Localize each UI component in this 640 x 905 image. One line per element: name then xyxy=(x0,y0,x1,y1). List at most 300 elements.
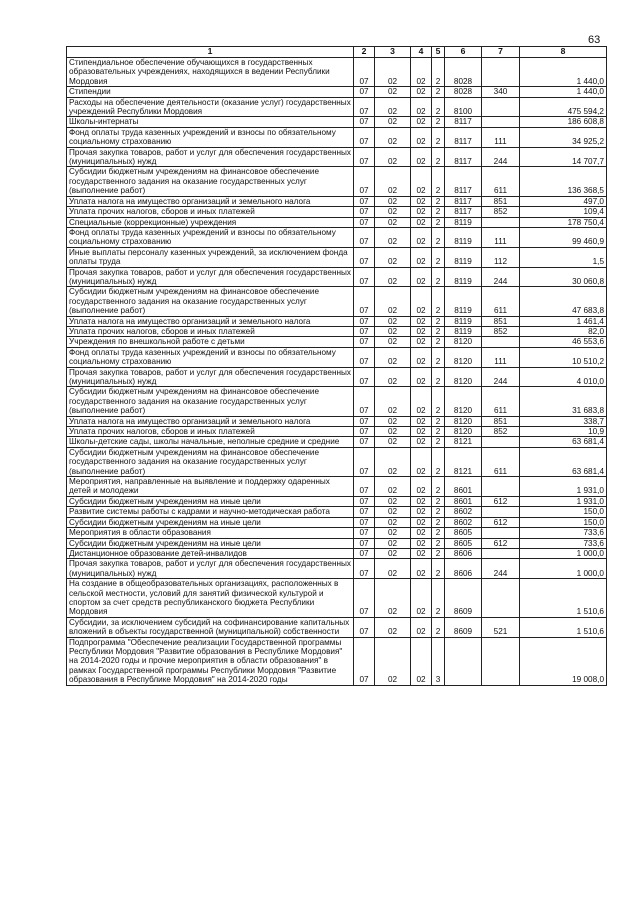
cell-expense-type: 612 xyxy=(482,517,520,527)
cell-section: 07 xyxy=(354,447,375,476)
cell-section: 07 xyxy=(354,97,375,117)
cell-target-article: 8117 xyxy=(445,207,482,217)
cell-amount: 1 510,6 xyxy=(520,617,607,637)
cell-target-article: 8121 xyxy=(445,437,482,447)
cell-subprogram: 2 xyxy=(432,326,445,336)
cell-subsection: 02 xyxy=(375,416,411,426)
cell-expense-type xyxy=(482,337,520,347)
cell-expense-type: 852 xyxy=(482,326,520,336)
cell-subsection: 02 xyxy=(375,58,411,87)
cell-program: 02 xyxy=(411,447,432,476)
cell-program: 02 xyxy=(411,117,432,127)
cell-amount: 31 683,8 xyxy=(520,387,607,416)
cell-program: 02 xyxy=(411,267,432,287)
cell-subprogram: 2 xyxy=(432,548,445,558)
table-row xyxy=(67,427,607,437)
cell-subprogram: 2 xyxy=(432,97,445,117)
cell-expense-type: 112 xyxy=(482,247,520,267)
table-row xyxy=(67,87,607,97)
cell-target-article: 8606 xyxy=(445,548,482,558)
cell-subprogram: 2 xyxy=(432,437,445,447)
cell-subprogram: 2 xyxy=(432,207,445,217)
row-description: Иные выплаты персоналу казенных учреждений, за исключением фонда оплаты труда xyxy=(67,247,354,267)
cell-expense-type: 612 xyxy=(482,538,520,548)
row-description: Мероприятия в области образования xyxy=(67,528,354,538)
cell-section: 07 xyxy=(354,196,375,206)
cell-expense-type xyxy=(482,528,520,538)
cell-program: 02 xyxy=(411,507,432,517)
cell-subsection: 02 xyxy=(375,387,411,416)
cell-subprogram: 2 xyxy=(432,117,445,127)
cell-subsection: 02 xyxy=(375,326,411,336)
cell-amount: 178 750,4 xyxy=(520,217,607,227)
table-row xyxy=(67,496,607,506)
cell-target-article: 8602 xyxy=(445,517,482,527)
cell-amount: 1 440,0 xyxy=(520,87,607,97)
cell-target-article: 8120 xyxy=(445,387,482,416)
cell-expense-type xyxy=(482,117,520,127)
cell-program: 02 xyxy=(411,196,432,206)
cell-section: 07 xyxy=(354,367,375,387)
cell-expense-type xyxy=(482,217,520,227)
cell-section: 07 xyxy=(354,117,375,127)
cell-section: 07 xyxy=(354,247,375,267)
cell-subprogram: 2 xyxy=(432,217,445,227)
cell-subprogram: 2 xyxy=(432,427,445,437)
cell-target-article: 8117 xyxy=(445,117,482,127)
row-description: Прочая закупка товаров, работ и услуг для обеспечения государственных (муниципальных) нужд xyxy=(67,367,354,387)
table-row xyxy=(67,167,607,196)
cell-subprogram: 2 xyxy=(432,227,445,247)
cell-amount: 14 707,7 xyxy=(520,147,607,167)
cell-target-article: 8119 xyxy=(445,316,482,326)
cell-amount: 1 461,4 xyxy=(520,316,607,326)
table-row xyxy=(67,58,607,87)
cell-subprogram: 2 xyxy=(432,167,445,196)
row-description: Субсидии бюджетным учреждениям на финансовое обеспечение государственного задания на оказание государственных услуг (выполнение работ) xyxy=(67,387,354,416)
cell-subsection: 02 xyxy=(375,207,411,217)
cell-program: 02 xyxy=(411,416,432,426)
cell-expense-type: 611 xyxy=(482,447,520,476)
cell-subprogram: 2 xyxy=(432,528,445,538)
column-header: 7 xyxy=(482,47,520,58)
cell-program: 02 xyxy=(411,247,432,267)
cell-subprogram: 2 xyxy=(432,247,445,267)
cell-subprogram: 2 xyxy=(432,127,445,147)
cell-target-article: 8119 xyxy=(445,247,482,267)
cell-section: 07 xyxy=(354,517,375,527)
cell-program: 02 xyxy=(411,559,432,579)
cell-target-article: 8119 xyxy=(445,326,482,336)
cell-amount: 109,4 xyxy=(520,207,607,217)
header-row xyxy=(67,47,607,58)
cell-target-article: 8602 xyxy=(445,507,482,517)
row-description: Прочая закупка товаров, работ и услуг для обеспечения государственных (муниципальных) нужд xyxy=(67,267,354,287)
cell-section: 07 xyxy=(354,287,375,316)
cell-section: 07 xyxy=(354,538,375,548)
column-header: 5 xyxy=(432,47,445,58)
cell-expense-type: 244 xyxy=(482,367,520,387)
cell-subsection: 02 xyxy=(375,637,411,685)
cell-amount: 136 368,5 xyxy=(520,167,607,196)
cell-subprogram: 2 xyxy=(432,267,445,287)
cell-section: 07 xyxy=(354,87,375,97)
cell-target-article xyxy=(445,637,482,685)
cell-subsection: 02 xyxy=(375,559,411,579)
cell-amount: 63 681,4 xyxy=(520,437,607,447)
cell-section: 07 xyxy=(354,416,375,426)
cell-target-article: 8120 xyxy=(445,427,482,437)
cell-subsection: 02 xyxy=(375,579,411,618)
cell-target-article: 8119 xyxy=(445,217,482,227)
cell-subprogram: 2 xyxy=(432,387,445,416)
cell-section: 07 xyxy=(354,387,375,416)
table-row xyxy=(67,267,607,287)
row-description: Уплата налога на имущество организаций и земельного налога xyxy=(67,416,354,426)
row-description: Субсидии, за исключением субсидий на софинансирование капитальных вложений в объекты государственной (муниципальной) собственности xyxy=(67,617,354,637)
cell-target-article: 8117 xyxy=(445,147,482,167)
table-row xyxy=(67,437,607,447)
cell-expense-type: 521 xyxy=(482,617,520,637)
cell-subsection: 02 xyxy=(375,287,411,316)
cell-program: 02 xyxy=(411,548,432,558)
table-row xyxy=(67,127,607,147)
row-description: Субсидии бюджетным учреждениям на иные цели xyxy=(67,538,354,548)
cell-amount: 30 060,8 xyxy=(520,267,607,287)
column-header: 3 xyxy=(375,47,411,58)
cell-subsection: 02 xyxy=(375,496,411,506)
cell-expense-type: 612 xyxy=(482,496,520,506)
table-row xyxy=(67,617,607,637)
column-header: 1 xyxy=(67,47,354,58)
cell-target-article: 8117 xyxy=(445,196,482,206)
cell-subsection: 02 xyxy=(375,538,411,548)
cell-amount: 4 010,0 xyxy=(520,367,607,387)
cell-amount: 10 510,2 xyxy=(520,347,607,367)
cell-amount: 475 594,2 xyxy=(520,97,607,117)
cell-subsection: 02 xyxy=(375,437,411,447)
cell-amount: 99 460,9 xyxy=(520,227,607,247)
table-row xyxy=(67,97,607,117)
row-description: Школы-детские сады, школы начальные, неполные средние и средние xyxy=(67,437,354,447)
row-description: Уплата налога на имущество организаций и земельного налога xyxy=(67,316,354,326)
cell-section: 07 xyxy=(354,207,375,217)
table-row xyxy=(67,579,607,618)
row-description: Специальные (коррекционные) учреждения xyxy=(67,217,354,227)
cell-program: 02 xyxy=(411,427,432,437)
cell-program: 02 xyxy=(411,287,432,316)
cell-target-article: 8605 xyxy=(445,538,482,548)
row-description: Субсидии бюджетным учреждениям на финансовое обеспечение государственного задания на оказание государственных услуг (выполнение работ) xyxy=(67,447,354,476)
cell-program: 02 xyxy=(411,437,432,447)
cell-program: 02 xyxy=(411,538,432,548)
cell-expense-type xyxy=(482,97,520,117)
row-description: Стипендиальное обеспечение обучающихся в государственных образовательных учреждениях, находящихся в ведении Республики Мордовия xyxy=(67,58,354,87)
cell-expense-type: 851 xyxy=(482,196,520,206)
table-row xyxy=(67,326,607,336)
table-row xyxy=(67,517,607,527)
cell-subsection: 02 xyxy=(375,97,411,117)
cell-target-article: 8117 xyxy=(445,167,482,196)
column-header: 8 xyxy=(520,47,607,58)
table-row xyxy=(67,207,607,217)
cell-program: 02 xyxy=(411,496,432,506)
cell-subsection: 02 xyxy=(375,367,411,387)
table-body xyxy=(67,58,607,686)
cell-program: 02 xyxy=(411,337,432,347)
row-description: Субсидии бюджетным учреждениям на финансовое обеспечение государственного задания на оказание государственных услуг (выполнение работ) xyxy=(67,167,354,196)
cell-expense-type: 611 xyxy=(482,287,520,316)
row-description: Дистанционное образование детей-инвалидов xyxy=(67,548,354,558)
cell-subsection: 02 xyxy=(375,447,411,476)
cell-section: 07 xyxy=(354,427,375,437)
cell-section: 07 xyxy=(354,559,375,579)
cell-section: 07 xyxy=(354,147,375,167)
cell-program: 02 xyxy=(411,326,432,336)
cell-section: 07 xyxy=(354,227,375,247)
cell-expense-type xyxy=(482,579,520,618)
cell-expense-type: 611 xyxy=(482,167,520,196)
cell-expense-type xyxy=(482,548,520,558)
page-number: 63 xyxy=(588,34,601,46)
cell-subprogram: 2 xyxy=(432,196,445,206)
cell-amount: 1 000,0 xyxy=(520,559,607,579)
cell-amount: 338,7 xyxy=(520,416,607,426)
cell-section: 07 xyxy=(354,507,375,517)
table-row xyxy=(67,316,607,326)
table-row xyxy=(67,416,607,426)
cell-amount: 497,0 xyxy=(520,196,607,206)
table-row xyxy=(67,477,607,497)
table-row xyxy=(67,227,607,247)
cell-expense-type: 111 xyxy=(482,347,520,367)
cell-subsection: 02 xyxy=(375,337,411,347)
row-description: Школы-интернаты xyxy=(67,117,354,127)
table-row xyxy=(67,387,607,416)
cell-target-article: 8601 xyxy=(445,477,482,497)
cell-subprogram: 2 xyxy=(432,447,445,476)
cell-subsection: 02 xyxy=(375,617,411,637)
cell-expense-type: 244 xyxy=(482,267,520,287)
cell-section: 07 xyxy=(354,496,375,506)
cell-expense-type: 111 xyxy=(482,227,520,247)
cell-subsection: 02 xyxy=(375,548,411,558)
cell-target-article: 8121 xyxy=(445,447,482,476)
table-row xyxy=(67,538,607,548)
cell-expense-type xyxy=(482,507,520,517)
cell-section: 07 xyxy=(354,548,375,558)
cell-program: 02 xyxy=(411,167,432,196)
cell-expense-type: 340 xyxy=(482,87,520,97)
cell-amount: 47 683,8 xyxy=(520,287,607,316)
table-row xyxy=(67,196,607,206)
cell-expense-type: 244 xyxy=(482,559,520,579)
cell-program: 02 xyxy=(411,528,432,538)
cell-amount: 1 510,6 xyxy=(520,579,607,618)
cell-section: 07 xyxy=(354,326,375,336)
row-description: Фонд оплаты труда казенных учреждений и взносы по обязательному социальному страхованию xyxy=(67,227,354,247)
cell-section: 07 xyxy=(354,217,375,227)
cell-program: 02 xyxy=(411,97,432,117)
cell-amount: 1 440,0 xyxy=(520,58,607,87)
column-header: 4 xyxy=(411,47,432,58)
cell-subprogram: 2 xyxy=(432,316,445,326)
cell-program: 02 xyxy=(411,316,432,326)
table-row xyxy=(67,559,607,579)
cell-expense-type: 244 xyxy=(482,147,520,167)
cell-section: 07 xyxy=(354,477,375,497)
cell-amount: 733,6 xyxy=(520,528,607,538)
cell-target-article: 8100 xyxy=(445,97,482,117)
row-description: Прочая закупка товаров, работ и услуг для обеспечения государственных (муниципальных) нужд xyxy=(67,147,354,167)
table-row xyxy=(67,117,607,127)
cell-program: 02 xyxy=(411,347,432,367)
cell-subprogram: 2 xyxy=(432,58,445,87)
cell-subprogram: 2 xyxy=(432,337,445,347)
cell-subprogram: 2 xyxy=(432,367,445,387)
cell-amount: 186 608,8 xyxy=(520,117,607,127)
cell-program: 02 xyxy=(411,127,432,147)
cell-section: 07 xyxy=(354,437,375,447)
cell-subsection: 02 xyxy=(375,517,411,527)
cell-target-article: 8119 xyxy=(445,227,482,247)
cell-amount: 150,0 xyxy=(520,507,607,517)
cell-subsection: 02 xyxy=(375,347,411,367)
table-row xyxy=(67,447,607,476)
cell-subsection: 02 xyxy=(375,117,411,127)
cell-amount: 63 681,4 xyxy=(520,447,607,476)
row-description: Расходы на обеспечение деятельности (оказание услуг) государственных учреждений Республики Мордовия xyxy=(67,97,354,117)
cell-expense-type xyxy=(482,477,520,497)
row-description: На создание в общеобразовательных организациях, расположенных в сельской местности, условий для занятий физической культурой и спортом за счет средств республиканского бюджета Республики Мордовия xyxy=(67,579,354,618)
cell-expense-type: 611 xyxy=(482,387,520,416)
cell-target-article: 8609 xyxy=(445,617,482,637)
cell-section: 07 xyxy=(354,347,375,367)
table-row xyxy=(67,637,607,685)
cell-section: 07 xyxy=(354,337,375,347)
table-row xyxy=(67,367,607,387)
cell-program: 02 xyxy=(411,637,432,685)
cell-section: 07 xyxy=(354,127,375,147)
cell-amount: 733,6 xyxy=(520,538,607,548)
row-description: Фонд оплаты труда казенных учреждений и взносы по обязательному социальному страхованию xyxy=(67,127,354,147)
cell-target-article: 8605 xyxy=(445,528,482,538)
cell-section: 07 xyxy=(354,579,375,618)
table-row xyxy=(67,247,607,267)
row-description: Учреждения по внешкольной работе с детьми xyxy=(67,337,354,347)
row-description: Уплата прочих налогов, сборов и иных платежей xyxy=(67,207,354,217)
cell-subprogram: 2 xyxy=(432,287,445,316)
cell-amount: 46 553,6 xyxy=(520,337,607,347)
cell-subsection: 02 xyxy=(375,196,411,206)
cell-subprogram: 2 xyxy=(432,87,445,97)
cell-target-article: 8120 xyxy=(445,347,482,367)
cell-target-article: 8119 xyxy=(445,287,482,316)
cell-program: 02 xyxy=(411,477,432,497)
cell-program: 02 xyxy=(411,227,432,247)
cell-subprogram: 2 xyxy=(432,507,445,517)
table-row xyxy=(67,548,607,558)
cell-amount: 34 925,2 xyxy=(520,127,607,147)
cell-program: 02 xyxy=(411,387,432,416)
cell-section: 07 xyxy=(354,637,375,685)
cell-subsection: 02 xyxy=(375,147,411,167)
cell-program: 02 xyxy=(411,147,432,167)
cell-section: 07 xyxy=(354,58,375,87)
cell-target-article: 8120 xyxy=(445,337,482,347)
cell-subprogram: 2 xyxy=(432,617,445,637)
column-header: 6 xyxy=(445,47,482,58)
cell-subprogram: 2 xyxy=(432,416,445,426)
cell-target-article: 8120 xyxy=(445,367,482,387)
cell-program: 02 xyxy=(411,87,432,97)
row-description: Уплата прочих налогов, сборов и иных платежей xyxy=(67,326,354,336)
cell-expense-type: 111 xyxy=(482,127,520,147)
cell-program: 02 xyxy=(411,217,432,227)
row-description: Субсидии бюджетным учреждениям на финансовое обеспечение государственного задания на оказание государственных услуг (выполнение работ) xyxy=(67,287,354,316)
cell-section: 07 xyxy=(354,267,375,287)
row-description: Мероприятия, направленные на выявление и поддержку одаренных детей и молодежи xyxy=(67,477,354,497)
cell-target-article: 8028 xyxy=(445,58,482,87)
cell-amount: 1,5 xyxy=(520,247,607,267)
row-description: Субсидии бюджетным учреждениям на иные цели xyxy=(67,517,354,527)
table-row xyxy=(67,528,607,538)
budget-table xyxy=(66,46,607,686)
cell-subsection: 02 xyxy=(375,477,411,497)
cell-target-article: 8609 xyxy=(445,579,482,618)
table-row xyxy=(67,287,607,316)
cell-subsection: 02 xyxy=(375,127,411,147)
cell-subsection: 02 xyxy=(375,167,411,196)
row-description: Прочая закупка товаров, работ и услуг для обеспечения государственных (муниципальных) нужд xyxy=(67,559,354,579)
table-row xyxy=(67,507,607,517)
cell-subprogram: 2 xyxy=(432,496,445,506)
cell-section: 07 xyxy=(354,528,375,538)
row-description: Стипендии xyxy=(67,87,354,97)
cell-target-article: 8120 xyxy=(445,416,482,426)
cell-program: 02 xyxy=(411,58,432,87)
cell-amount: 1 931,0 xyxy=(520,496,607,506)
cell-program: 02 xyxy=(411,579,432,618)
table-row xyxy=(67,347,607,367)
cell-amount: 19 008,0 xyxy=(520,637,607,685)
cell-amount: 1 931,0 xyxy=(520,477,607,497)
table-row xyxy=(67,217,607,227)
cell-section: 07 xyxy=(354,167,375,196)
cell-subprogram: 2 xyxy=(432,147,445,167)
cell-expense-type: 852 xyxy=(482,207,520,217)
cell-expense-type xyxy=(482,437,520,447)
table-row xyxy=(67,337,607,347)
cell-expense-type: 852 xyxy=(482,427,520,437)
cell-program: 02 xyxy=(411,517,432,527)
cell-subsection: 02 xyxy=(375,87,411,97)
cell-program: 02 xyxy=(411,207,432,217)
cell-amount: 10,9 xyxy=(520,427,607,437)
row-description: Субсидии бюджетным учреждениям на иные цели xyxy=(67,496,354,506)
cell-program: 02 xyxy=(411,367,432,387)
cell-amount: 150,0 xyxy=(520,517,607,527)
cell-subprogram: 2 xyxy=(432,579,445,618)
row-description: Уплата налога на имущество организаций и земельного налога xyxy=(67,196,354,206)
cell-expense-type: 851 xyxy=(482,416,520,426)
cell-target-article: 8601 xyxy=(445,496,482,506)
table-row xyxy=(67,147,607,167)
cell-subsection: 02 xyxy=(375,507,411,517)
cell-subprogram: 2 xyxy=(432,538,445,548)
cell-subsection: 02 xyxy=(375,227,411,247)
cell-subprogram: 3 xyxy=(432,637,445,685)
